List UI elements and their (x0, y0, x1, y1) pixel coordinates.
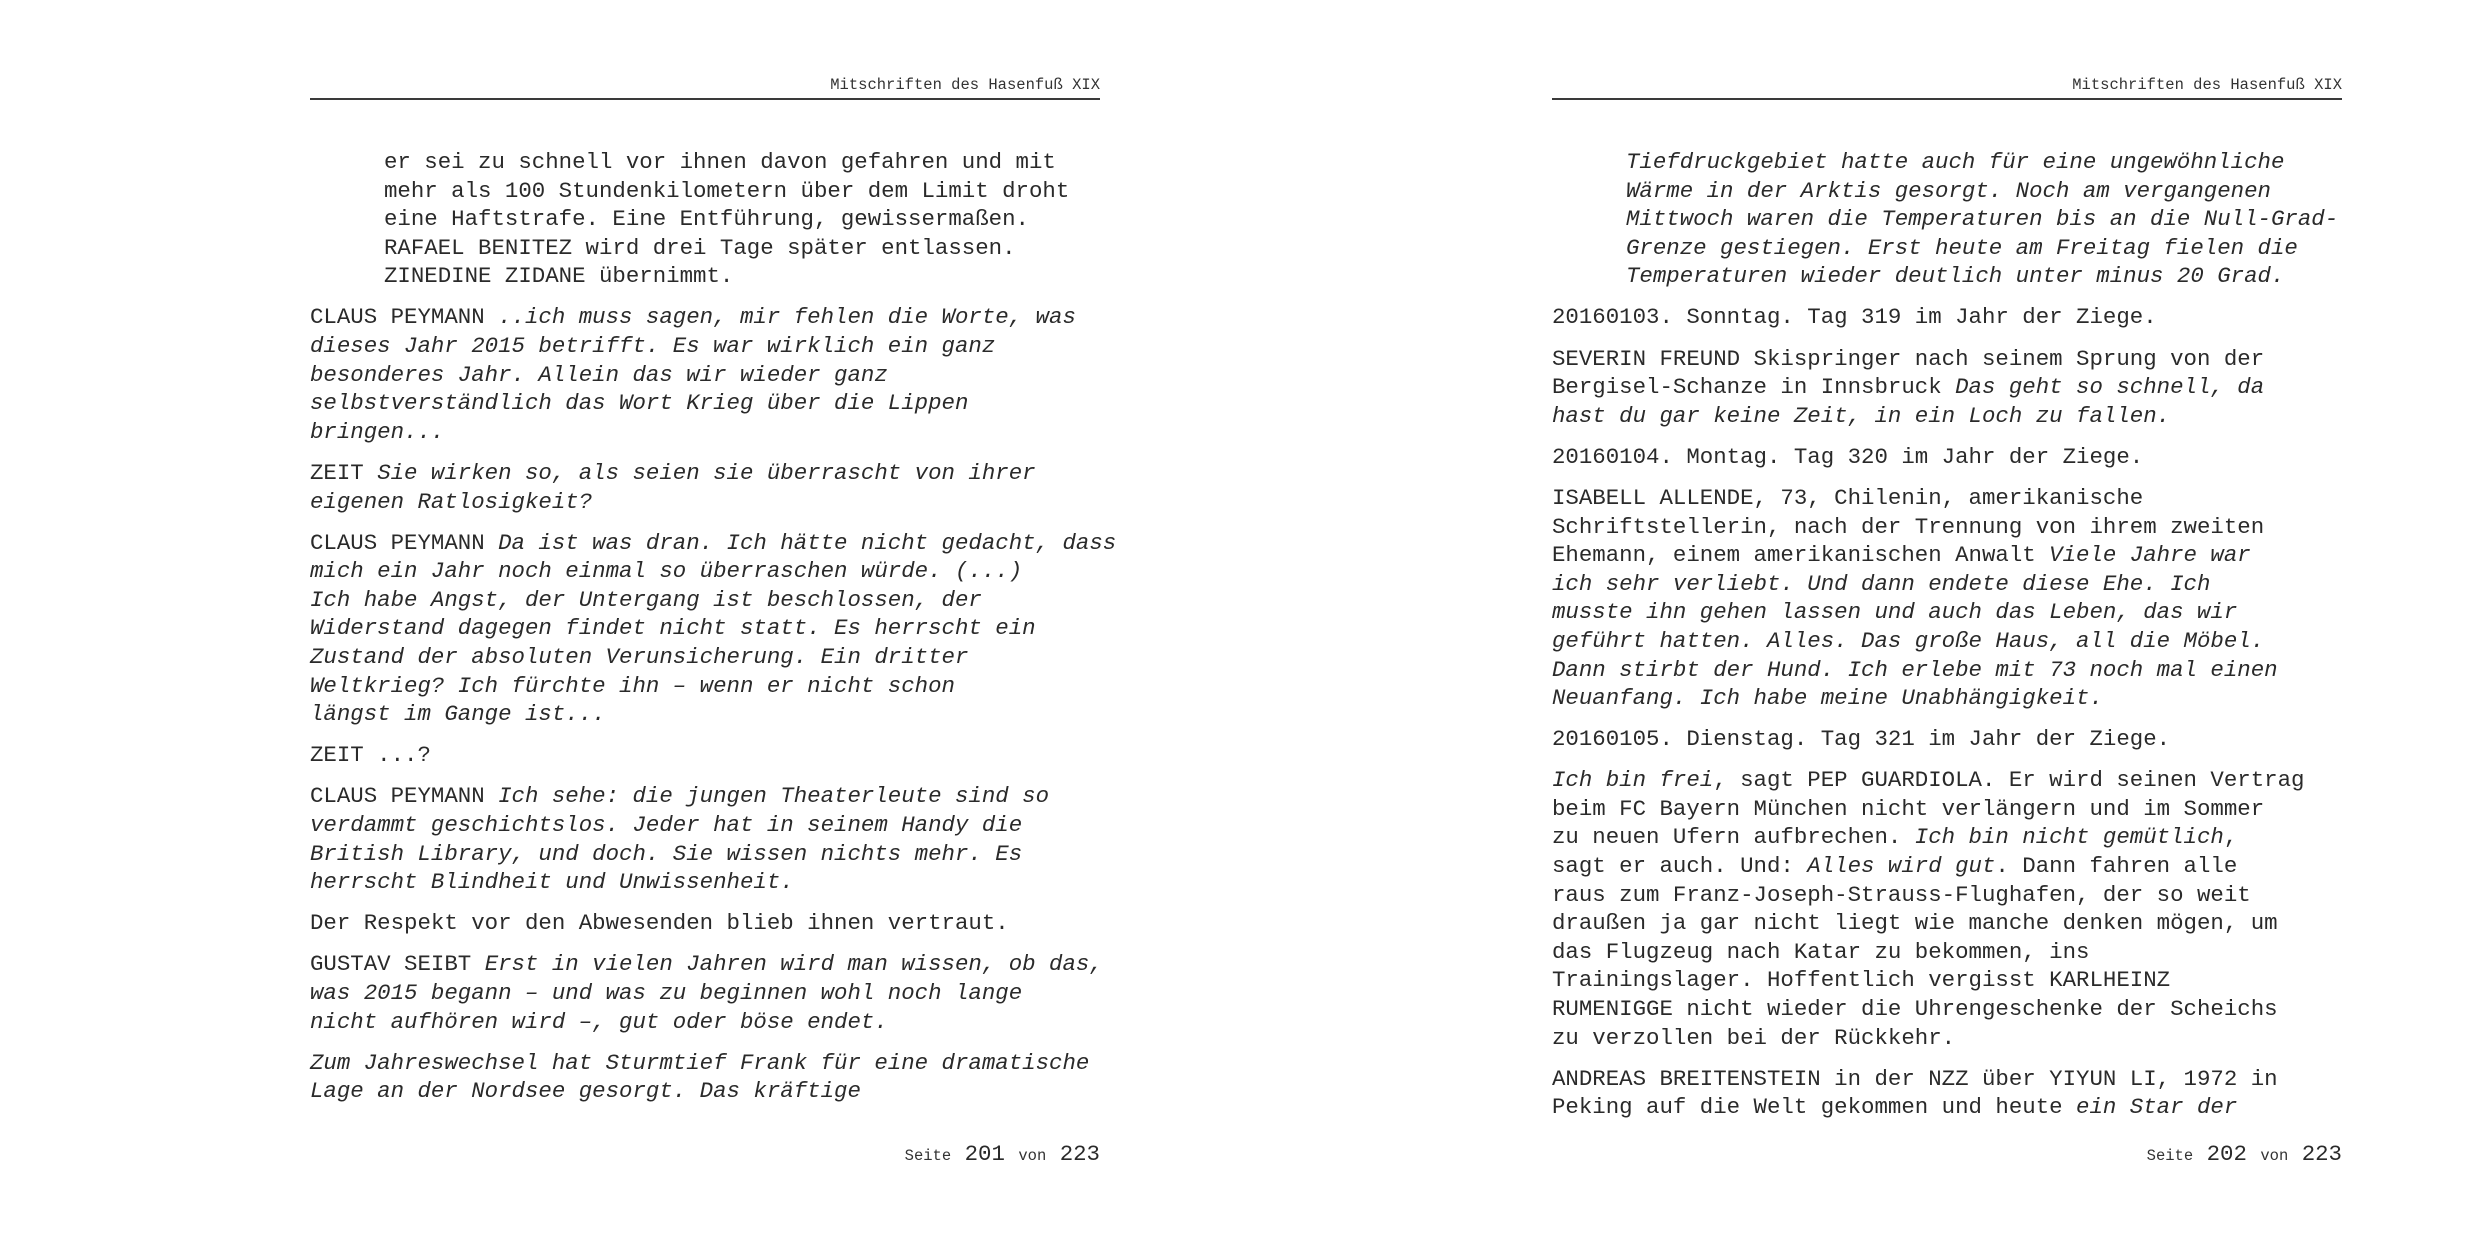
paragraph (1552, 443, 2342, 472)
text-run: ISABELL ALLENDE, 73, Chilenin, amerikanische (1552, 484, 2144, 511)
text-line (1552, 513, 2342, 542)
text-run: eine Haftstrafe. Eine Entführung, gewissermaßen. (384, 206, 1029, 233)
text-run: Ehemann, einem amerikanischen Anwalt (1552, 542, 2050, 569)
italic-text: Ich habe Angst, der Untergang ist beschlossen, der (310, 586, 982, 613)
text-run: das Flugzeug nach Katar zu bekommen, ins (1552, 938, 2090, 965)
italic-text: besonderes Jahr. Allein das wir wieder ganz (310, 361, 888, 388)
text-run: ZEIT ...? (310, 742, 431, 769)
running-header: Mitschriften des Hasenfuß XIX (1552, 72, 2342, 100)
text-line (310, 979, 1100, 1008)
italic-text: längst im Gange ist... (310, 701, 606, 728)
text-run: 20160105. Dienstag. Tag 321 im Jahr der Ziege. (1552, 726, 2171, 753)
text-line (310, 389, 1100, 418)
text-line (1552, 402, 2342, 431)
italic-text: bringen... (310, 418, 445, 445)
text-line (1552, 909, 2342, 938)
italic-text: Ich bin frei (1552, 767, 1714, 794)
running-header: Mitschriften des Hasenfuß XIX (310, 72, 1100, 100)
footer-page-total: 223 (1059, 1141, 1100, 1167)
text-line (310, 782, 1100, 811)
text-line (1552, 598, 2342, 627)
text-line (1552, 684, 2342, 713)
italic-text: Grenze gestiegen. Erst heute am Freitag fielen die (1626, 234, 2298, 261)
footer-page-number: 202 (2206, 1141, 2247, 1167)
italic-text: Da ist was dran. Ich hätte nicht gedacht, dass (498, 529, 1117, 556)
text-line (310, 614, 1100, 643)
paragraph (310, 909, 1100, 938)
text-line (1552, 1024, 2342, 1053)
text-line (310, 700, 1100, 729)
italic-text: musste ihn gehen lassen und auch das Leben, das wir (1552, 599, 2238, 626)
italic-text: geführt hatten. Alles. Das große Haus, all die Möbel. (1552, 627, 2265, 654)
footer-page-total: 223 (2301, 1141, 2342, 1167)
paragraph (310, 782, 1100, 896)
italic-text: was 2015 begann – und was zu beginnen wohl noch lange (310, 979, 1023, 1006)
text-line (384, 262, 1100, 291)
continued-paragraph (1552, 148, 2342, 291)
text-line (310, 909, 1100, 938)
text-line (384, 205, 1100, 234)
italic-text: Alles wird gut (1807, 853, 1996, 880)
text-line (310, 840, 1100, 869)
paragraph (310, 303, 1100, 446)
italic-text: Sie wirken so, als seien sie überrascht von ihrer (377, 459, 1036, 486)
text-run: 20160104. Montag. Tag 320 im Jahr der Ziege. (1552, 443, 2144, 470)
page-content (310, 148, 1117, 1118)
italic-text: Neuanfang. Ich habe meine Unabhängigkeit. (1552, 685, 2103, 712)
text-run: Der Respekt vor den Abwesenden blieb ihnen vertraut. (310, 910, 1009, 937)
text-line (1552, 484, 2342, 513)
italic-text: Widerstand dagegen findet nicht statt. Es herrscht ein (310, 615, 1036, 642)
text-run: , (2223, 824, 2238, 851)
italic-text: Dann stirbt der Hund. Ich erlebe mit 73 noch mal einen (1552, 656, 2278, 683)
text-line (1552, 443, 2342, 472)
text-line (1552, 766, 2342, 795)
italic-text: hast du gar keine Zeit, in ein Loch zu fallen. (1552, 402, 2171, 429)
text-line (310, 529, 1117, 558)
text-line (1552, 725, 2342, 754)
text-line (310, 418, 1100, 447)
text-line (1552, 1065, 2342, 1094)
text-line (1552, 656, 2342, 685)
paragraph (1552, 345, 2342, 431)
text-line (1626, 148, 2342, 177)
text-run: RAFAEL BENITEZ wird drei Tage später entlassen. (384, 234, 1016, 261)
footer-label-seite: Seite (2146, 1147, 2194, 1165)
text-run: . Dann fahren alle (1995, 853, 2238, 880)
text-line (1626, 234, 2342, 263)
text-line (1552, 881, 2342, 910)
text-run: RUMENIGGE nicht wieder die Uhrengeschenke der Scheichs (1552, 996, 2278, 1023)
text-line (1552, 627, 2342, 656)
text-line (310, 1077, 1100, 1106)
paragraph (1552, 303, 2342, 332)
text-line (310, 643, 1100, 672)
italic-text: dieses Jahr 2015 betrifft. Es war wirklich ein ganz (310, 333, 996, 360)
page-content (1552, 148, 2342, 1134)
text-line (1552, 1093, 2342, 1122)
italic-text: Temperaturen wieder deutlich unter minus 20 Grad. (1626, 263, 2285, 290)
italic-text: Mittwoch waren die Temperaturen bis an die Null-Grad- (1626, 206, 2339, 233)
right-page (1552, 0, 2342, 1240)
text-run: zu verzollen bei der Rückkehr. (1552, 1024, 1956, 1051)
text-line (310, 303, 1100, 332)
text-line (310, 459, 1100, 488)
text-run: er sei zu schnell vor ihnen davon gefahren und mit (384, 149, 1056, 175)
italic-text: selbstverständlich das Wort Krieg über die Lippen (310, 390, 969, 417)
paragraph (310, 459, 1100, 516)
italic-text: Weltkrieg? Ich fürchte ihn – wenn er nicht schon (310, 672, 955, 699)
italic-text: Zustand der absoluten Verunsicherung. Ein dritter (310, 644, 969, 670)
text-run: Peking auf die Welt gekommen und heute (1552, 1094, 2077, 1121)
italic-text: Tiefdruckgebiet hatte auch für eine ungewöhnliche (1626, 149, 2285, 175)
text-line (310, 332, 1100, 361)
text-line (310, 1049, 1100, 1078)
text-run: zu neuen Ufern aufbrechen. (1552, 824, 1915, 851)
text-line (1552, 541, 2342, 570)
text-line (1552, 795, 2342, 824)
text-run: CLAUS PEYMANN (310, 783, 499, 810)
text-line (1552, 823, 2342, 852)
text-run: CLAUS PEYMANN (310, 529, 499, 556)
text-line (1626, 262, 2342, 291)
paragraph (310, 1049, 1100, 1106)
text-line (384, 234, 1100, 263)
text-line (1626, 205, 2342, 234)
text-line (310, 488, 1100, 517)
text-run: , sagt PEP GUARDIOLA. Er wird seinen Vertrag (1713, 767, 2305, 794)
text-run: Trainingslager. Hoffentlich vergisst KARLHEINZ (1552, 967, 2171, 994)
italic-text: Ich bin nicht gemütlich (1914, 824, 2224, 851)
paragraph (310, 529, 1117, 729)
text-run: SEVERIN FREUND Skispringer nach seinem Sprung von der (1552, 345, 2265, 372)
text-line (1552, 303, 2342, 332)
italic-text: Wärme in der Arktis gesorgt. Noch am vergangenen (1626, 177, 2271, 204)
paragraph (1552, 766, 2342, 1052)
paragraph (1552, 1065, 2342, 1122)
italic-text: ich sehr verliebt. Und dann endete diese Ehe. Ich (1552, 570, 2211, 597)
text-line (1626, 177, 2342, 206)
paragraph (1552, 725, 2342, 754)
paragraph (1552, 484, 2342, 713)
text-line (310, 811, 1100, 840)
text-run: draußen ja gar nicht liegt wie manche denken mögen, um (1552, 910, 2278, 937)
paragraph (310, 741, 1100, 770)
italic-text: eigenen Ratlosigkeit? (310, 488, 593, 515)
text-line (310, 557, 1100, 586)
text-run: mehr als 100 Stundenkilometern über dem Limit droht (384, 177, 1070, 204)
text-line (1552, 373, 2342, 402)
paragraph (310, 950, 1103, 1036)
text-run: Schriftstellerin, nach der Trennung von ihrem zweiten (1552, 513, 2265, 540)
italic-text: Ich sehe: die jungen Theaterleute sind so (498, 783, 1050, 810)
page-footer (905, 1140, 1100, 1170)
text-line (1552, 966, 2342, 995)
text-line (310, 868, 1100, 897)
italic-text: ..ich muss sagen, mir fehlen die Worte, was (498, 304, 1076, 331)
text-line (310, 950, 1103, 979)
text-run: ZEIT (310, 459, 378, 486)
continued-paragraph (310, 148, 1100, 291)
text-line (310, 1008, 1100, 1037)
text-run: Bergisel-Schanze in Innsbruck (1552, 374, 1956, 401)
italic-text: nicht aufhören wird –, gut oder böse endet. (310, 1008, 888, 1035)
text-run: CLAUS PEYMANN (310, 304, 499, 331)
italic-text: British Library, und doch. Sie wissen nichts mehr. Es (310, 840, 1023, 867)
footer-label-von: von (1018, 1147, 1047, 1165)
text-line (1552, 570, 2342, 599)
text-line (310, 586, 1100, 615)
text-line (1552, 995, 2342, 1024)
italic-text: mich ein Jahr noch einmal so überraschen würde. (...) (310, 558, 1023, 585)
left-page (310, 0, 1117, 1240)
text-run: beim FC Bayern München nicht verlängern und im Sommer (1552, 795, 2265, 822)
text-line (310, 361, 1100, 390)
text-line (310, 741, 1100, 770)
text-line (1552, 938, 2342, 967)
text-line (384, 148, 1100, 177)
page-footer (2147, 1140, 2342, 1170)
text-line (1552, 345, 2342, 374)
text-run: 20160103. Sonntag. Tag 319 im Jahr der Ziege. (1552, 304, 2157, 331)
footer-label-seite: Seite (904, 1147, 952, 1165)
italic-text: Zum Jahreswechsel hat Sturmtief Frank für eine dramatische (310, 1049, 1090, 1076)
text-line (1552, 852, 2342, 881)
italic-text: verdammt geschichtslos. Jeder hat in seinem Handy die (310, 811, 1023, 838)
italic-text: ein Star der (2076, 1094, 2238, 1121)
italic-text: herrscht Blindheit und Unwissenheit. (310, 869, 794, 896)
text-run: GUSTAV SEIBT (310, 951, 485, 978)
text-run: sagt er auch. Und: (1552, 853, 1808, 880)
italic-text: Erst in vielen Jahren wird man wissen, ob das, (484, 951, 1103, 978)
text-run: ZINEDINE ZIDANE übernimmt. (384, 263, 734, 290)
italic-text: Das geht so schnell, da (1955, 374, 2265, 401)
italic-text: Viele Jahre war (2049, 542, 2251, 569)
text-run: raus zum Franz-Joseph-Strauss-Flughafen, der so weit (1552, 881, 2251, 908)
text-line (310, 672, 1100, 701)
footer-label-von: von (2260, 1147, 2289, 1165)
italic-text: Lage an der Nordsee gesorgt. Das kräftige (310, 1078, 861, 1105)
footer-page-number: 201 (964, 1141, 1005, 1167)
text-line (384, 177, 1100, 206)
text-run: ANDREAS BREITENSTEIN in der NZZ über YIYUN LI, 1972 in (1552, 1065, 2278, 1092)
